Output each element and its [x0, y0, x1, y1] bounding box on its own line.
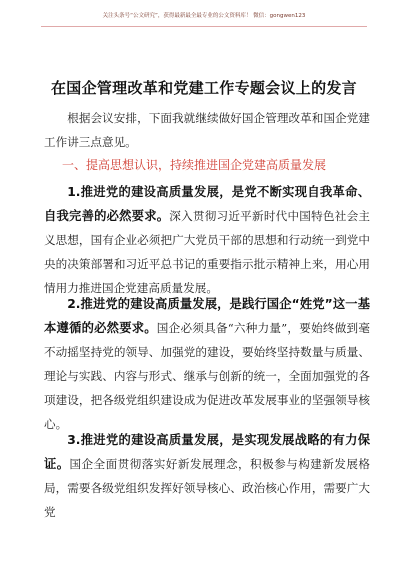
document-title: 在国企管理改革和党建工作专题会议上的发言 [50, 79, 357, 97]
banner-divider [41, 26, 367, 27]
point-heading-1: 1.推进党的建设高质量发展，是党不断实现自我革命、自我完善的必然要求。 [44, 185, 370, 223]
promo-banner: 关注头条号“公文研究”，获得最新最全最专业的公文资料库！ 微信：gongwen123 [102, 13, 306, 19]
point-body-3: 国企全面贯彻落实好新发展理念，积极参与构建新发展格局，需要各级党组织发挥好领导核心、政治核心作用，需要广大党 [44, 457, 370, 519]
point-paragraph-2 [44, 292, 370, 436]
point-heading-2: 2.推进党的建设高质量发展，是践行国企“姓党”这一基本遵循的必然要求。 [44, 297, 370, 335]
intro-paragraph: 根据会议安排，下面我就继续做好国企管理改革和国企党建工作讲三点意见。 [44, 111, 370, 149]
point-paragraph-1 [44, 180, 370, 300]
point-body-2: 国企必须具备“六种力量”，要始终做到毫不动摇坚持党的领导、加强党的建设，要始终坚持数量与质量、理论与实践、内容与形式、继承与创新的统一，全面加强党的各项建设，把各级党组织建设成为促进改革发展事业的坚强领导核心。 [44, 321, 370, 431]
point-paragraph-3 [44, 428, 370, 524]
point-body-1: 深入贯彻习近平新时代中国特色社会主义思想，国有企业必须把广大党员干部的思想和行动统一到党中央的决策部署和习近平总书记的重要指示批示精神上来，用心用情用力推进国企党建高质量发展。 [44, 209, 370, 295]
point-heading-3: 3.推进党的建设高质量发展，是实现发展战略的有力保证。 [44, 433, 370, 471]
section-heading-1: 一、提高思想认识，持续推进国企党建高质量发展 [62, 158, 327, 172]
